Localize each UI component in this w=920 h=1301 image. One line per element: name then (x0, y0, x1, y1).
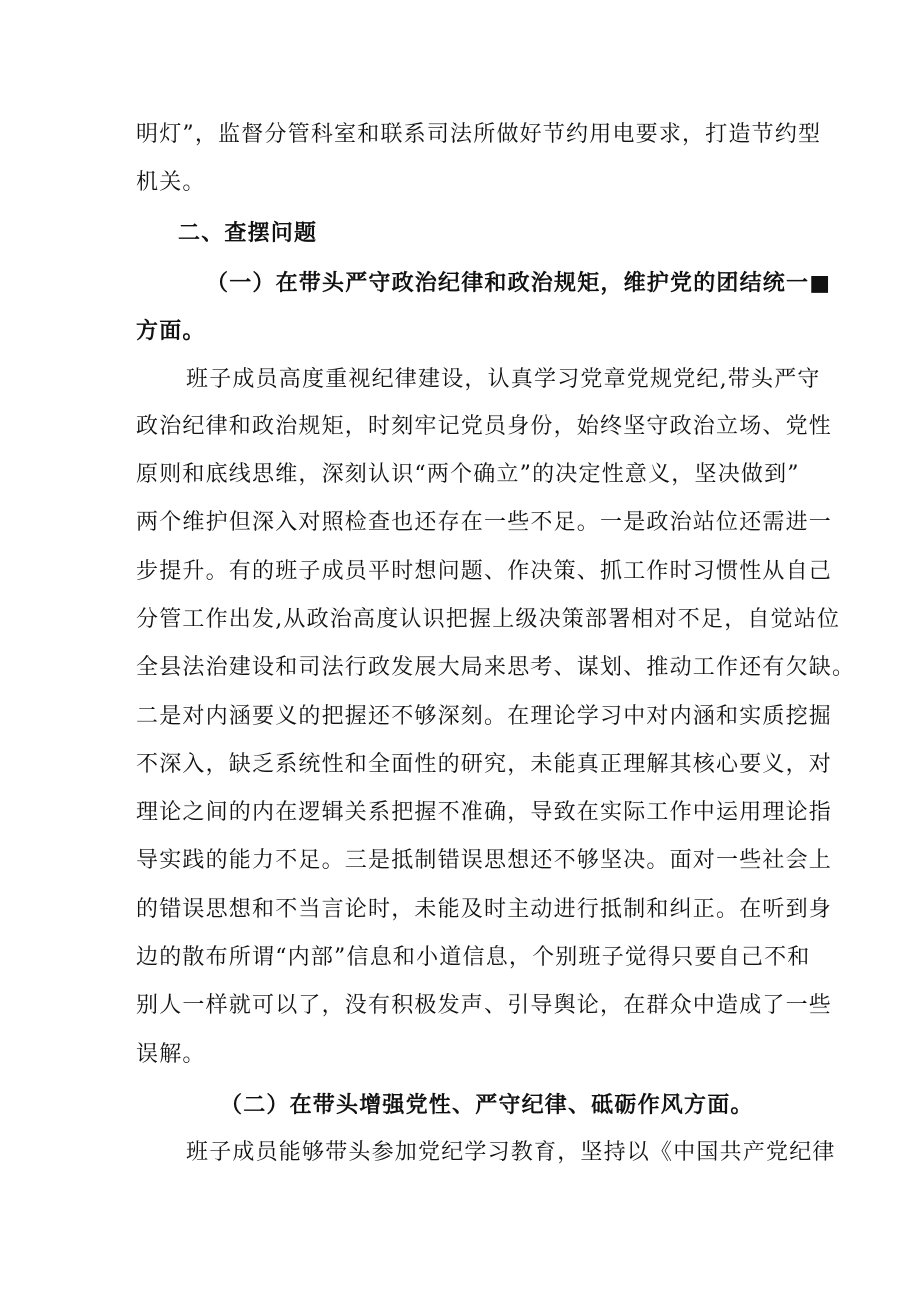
body-line: 分管工作出发,从政治高度认识把握上级决策部署相对不足，自觉站位 (136, 607, 841, 632)
body-line: 理论之间的内在逻辑关系把握不准确，导致在实际工作中运用理论指 (136, 800, 833, 825)
body-line: 全县法治建设和司法行政发展大局来思考、谋划、推动工作还有欠缺。 (136, 655, 856, 680)
body-line: 导实践的能力不足。三是抵制错误思想还不够坚决。面对一些社会上 (136, 848, 833, 873)
subsection-heading: （一）在带头严守政治纪律和政治规矩，维护党的团结统一■ (206, 270, 832, 296)
body-line: 的错误思想和不当言论时，未能及时主动进行抵制和纠正。在听到身 (136, 897, 833, 922)
body-line: 不深入，缺乏系统性和全面性的研究，未能真正理解其核心要义，对 (136, 752, 833, 777)
section-heading: 二、查摆问题 (178, 220, 318, 246)
body-line: 步提升。有的班子成员平时想问题、作决策、抓工作时习惯性从自己 (136, 559, 833, 584)
body-line: 两个维护但深入对照检查也还存在一些不足。一是政治站位还需进一 (136, 510, 833, 535)
body-line: 班子成员能够带头参加党纪学习教育，坚持以《中国共产党纪律 (186, 1140, 836, 1165)
body-line: 边的散布所谓“内部”信息和小道信息，个别班子觉得只要自己不和 (136, 945, 811, 970)
body-line: 二是对内涵要义的把握还不够深刻。在理论学习中对内涵和实质挖掘 (136, 704, 833, 729)
body-line: 政治纪律和政治规矩，时刻牢记党员身份，始终坚守政治立场、党性 (136, 414, 833, 439)
body-line: 误解。 (136, 1042, 206, 1067)
body-line: 别人一样就可以了，没有积极发声、引导舆论，在群众中造成了一些 (136, 993, 833, 1018)
body-line: 机关。 (136, 170, 206, 195)
subsection-heading: （二）在带头增强党性、严守纪律、砥砺作风方面。 (220, 1092, 754, 1118)
subsection-heading-continuation: 方面。 (136, 318, 206, 344)
body-line: 原则和底线思维，深刻认识“两个确立”的决定性意义，坚决做到” (136, 462, 800, 487)
body-line: 班子成员高度重视纪律建设，认真学习党章党规党纪,带头严守 (186, 367, 821, 392)
body-line: 明灯”，监督分管科室和联系司法所做好节约用电要求，打造节约型 (136, 122, 822, 147)
